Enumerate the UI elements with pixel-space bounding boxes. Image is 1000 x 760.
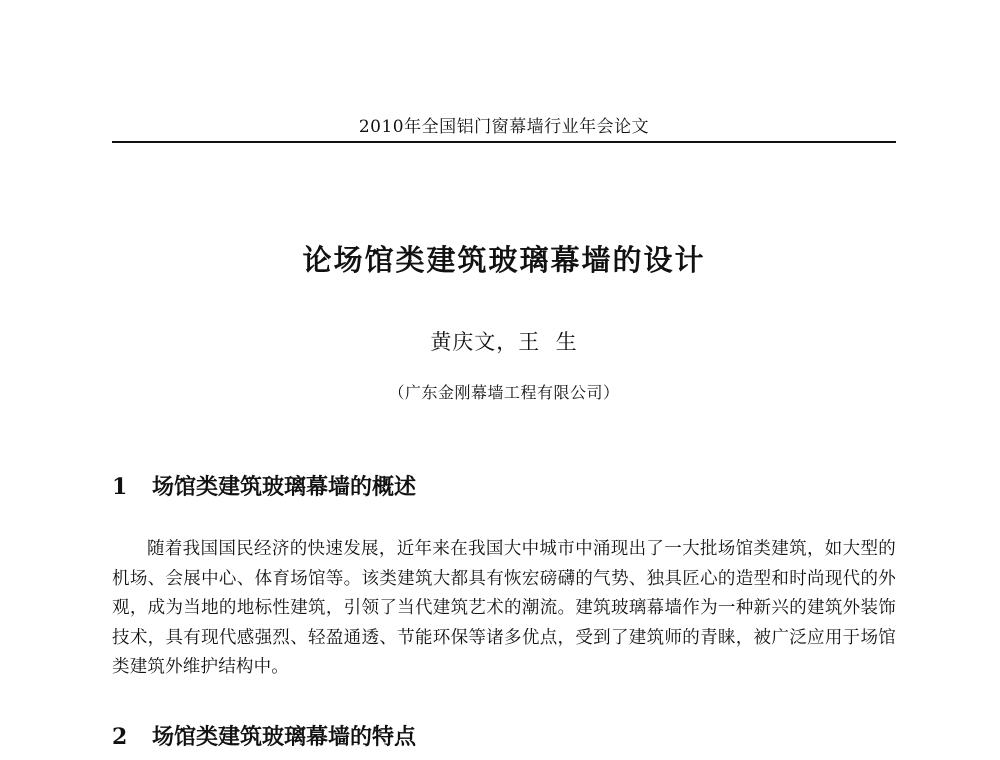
section-number: 2 — [112, 724, 128, 750]
paper-title: 论场馆类建筑玻璃幕墙的设计 — [302, 243, 706, 277]
paper-affiliation: （广东金刚幕墙工程有限公司） — [388, 383, 620, 402]
section-title: 场馆类建筑玻璃幕墙的特点 — [152, 725, 417, 750]
header-rule — [112, 141, 896, 143]
running-header: 2010年全国铝门窗幕墙行业年会论文 — [358, 117, 650, 137]
paper-authors: 黄庆文，王 生 — [430, 330, 578, 354]
section-heading-2 — [112, 720, 896, 751]
section-title: 场馆类建筑玻璃幕墙的概述 — [152, 475, 417, 500]
section-heading-1 — [112, 470, 896, 501]
section-1-paragraph: 随着我国国民经济的快速发展，近年来在我国大中城市中涌现出了一大批场馆类建筑，如大型的机场、会展中心、体育场馆等。该类建筑大都具有恢宏磅礴的气势、独具匠心的造型和时尚现代的外观，成为当地的地标性建筑，引领了当代建筑艺术的潮流。建筑玻璃幕墙作为一种新兴的建筑外装饰技术，具有现代感强烈、轻盈通透、节能环保等诸多优点，受到了建筑师的青睐，被广泛应用于场馆类建筑外维护结构中。 — [112, 539, 896, 677]
section-number: 1 — [112, 474, 128, 500]
